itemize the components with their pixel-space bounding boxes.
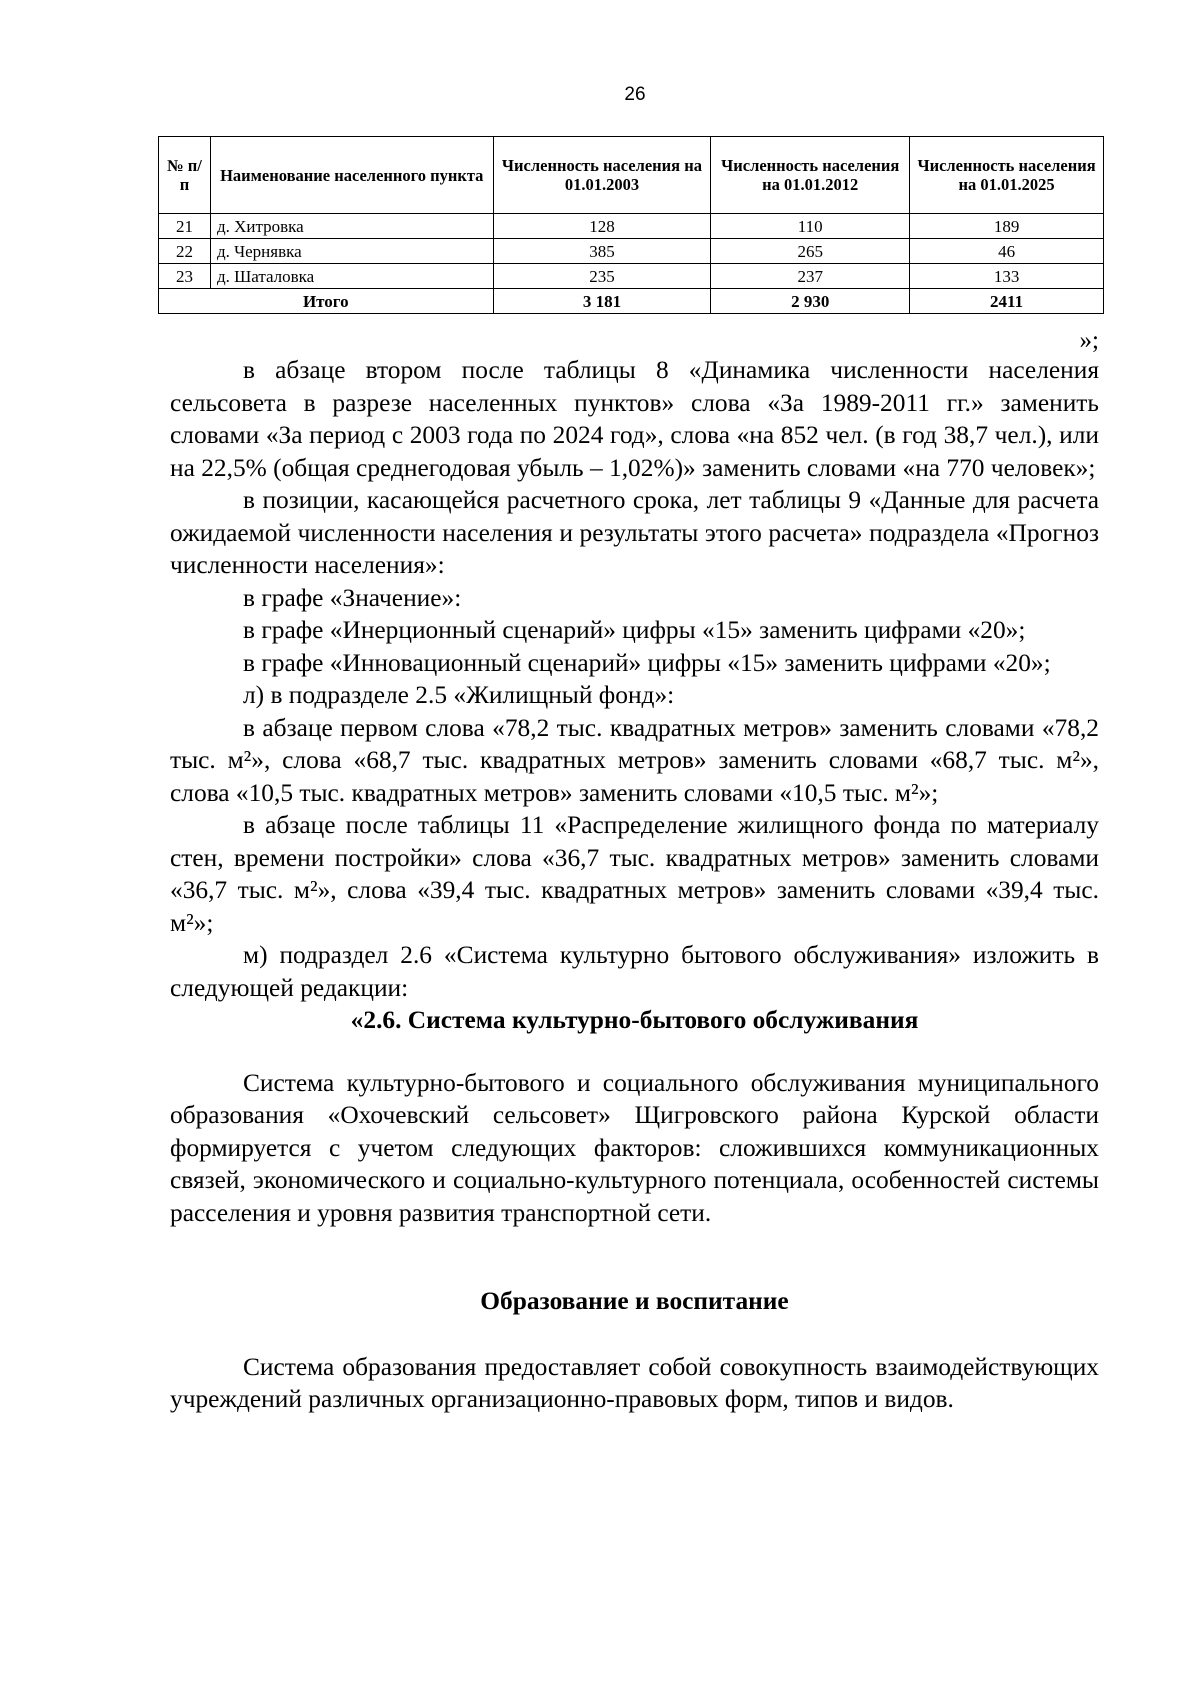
row-num: 23 — [159, 264, 211, 289]
paragraph: л) в подразделе 2.5 «Жилищный фонд»: — [243, 681, 675, 709]
row-pop-2012: 237 — [711, 264, 910, 289]
paragraph: м) подраздел 2.6 «Система культурно бытового обслуживания» изложить в следующей редакции: — [170, 941, 1099, 1002]
page-number: 26 — [624, 84, 646, 105]
section-paragraph: Система культурно-бытового и социального обслуживания муниципального образования «Охочевский сельсовет» Щигровского района Курской области формируется с учетом следующих факторов: сложившихся коммуникационных связей, экономического и социально-культурного потенциала, особенностей системы расселения и уровня развития транспортной сети. — [170, 1068, 1099, 1227]
row-pop-2003: 385 — [493, 239, 711, 264]
row-num: 21 — [159, 214, 211, 239]
total-pop-2012: 2 930 — [711, 289, 910, 314]
subsection-heading: Образование и воспитание — [480, 1287, 789, 1315]
spacer — [170, 1318, 1099, 1351]
table-row — [159, 264, 1104, 289]
header-num: № п/п — [159, 137, 211, 214]
paragraph: в графе «Инерционный сценарий» цифры «15» заменить цифрами «20»; — [243, 616, 1026, 644]
document-body — [170, 354, 1099, 1416]
spacer — [170, 1037, 1099, 1067]
closing-quote: »; — [1079, 327, 1099, 354]
paragraph: в графе «Значение»: — [243, 583, 462, 612]
paragraph: в графе «Инновационный сценарий» цифры «15» заменить цифрами «20»; — [243, 648, 1051, 677]
paragraph: в абзаце после таблицы 11 «Распределение жилищного фонда по материалу стен, времени постройки» слова «36,7 тыс. квадратных метров» заменить словами «36,7 тыс. м²», слова «39,4 тыс. квадратных метров» заменить словами «39,4 тыс. м²»; — [170, 811, 1099, 937]
row-name: д. Чернявка — [210, 239, 493, 264]
table-total-row — [159, 289, 1104, 314]
paragraph: в абзаце втором после таблицы 8 «Динамика численности населения сельсовета в разрезе населенных пунктов» слова «За 1989-2011 гг.» заменить словами «За период с 2003 года по 2024 год», слова «на 852 чел. (в год 38,7 чел.), или на 22,5% (общая среднегодовая убыль – 1,02%)» заменить словами «на 770 человек»; — [170, 356, 1099, 482]
spacer — [170, 1229, 1099, 1285]
row-pop-2025: 46 — [910, 239, 1104, 264]
paragraph: в позиции, касающейся расчетного срока, лет таблицы 9 «Данные для расчета ожидаемой численности населения и результаты этого расчета» подраздела «Прогноз численности населения»: — [170, 486, 1099, 579]
total-label: Итого — [159, 289, 494, 314]
row-pop-2003: 128 — [493, 214, 711, 239]
row-name: д. Хитровка — [210, 214, 493, 239]
subsection-paragraph: Система образования предоставляет собой совокупность взаимодействующих учреждений различных организационно-правовых форм, типов и видов. — [170, 1352, 1099, 1413]
header-pop-2025: Численность населения на 01.01.2025 — [910, 137, 1104, 214]
header-pop-2012: Численность населения на 01.01.2012 — [711, 137, 910, 214]
total-pop-2025: 2411 — [910, 289, 1104, 314]
table-row — [159, 214, 1104, 239]
header-name: Наименование населенного пункта — [210, 137, 493, 214]
row-pop-2003: 235 — [493, 264, 711, 289]
total-pop-2003: 3 181 — [493, 289, 711, 314]
row-pop-2012: 110 — [711, 214, 910, 239]
population-table — [158, 136, 1104, 314]
row-num: 22 — [159, 239, 211, 264]
row-pop-2012: 265 — [711, 239, 910, 264]
table-header-row — [159, 137, 1104, 214]
header-pop-2003: Численность населения на 01.01.2003 — [493, 137, 711, 214]
paragraph: в абзаце первом слова «78,2 тыс. квадратных метров» заменить словами «78,2 тыс. м²», слова «68,7 тыс. квадратных метров» заменить словами «68,7 тыс. м²», слова «10,5 тыс. квадратных метров» заменить словами «10,5 тыс. м²»; — [170, 713, 1099, 807]
section-heading: «2.6. Система культурно-бытового обслуживания — [350, 1006, 919, 1034]
row-name: д. Шаталовка — [210, 264, 493, 289]
row-pop-2025: 189 — [910, 214, 1104, 239]
row-pop-2025: 133 — [910, 264, 1104, 289]
table-row — [159, 239, 1104, 264]
